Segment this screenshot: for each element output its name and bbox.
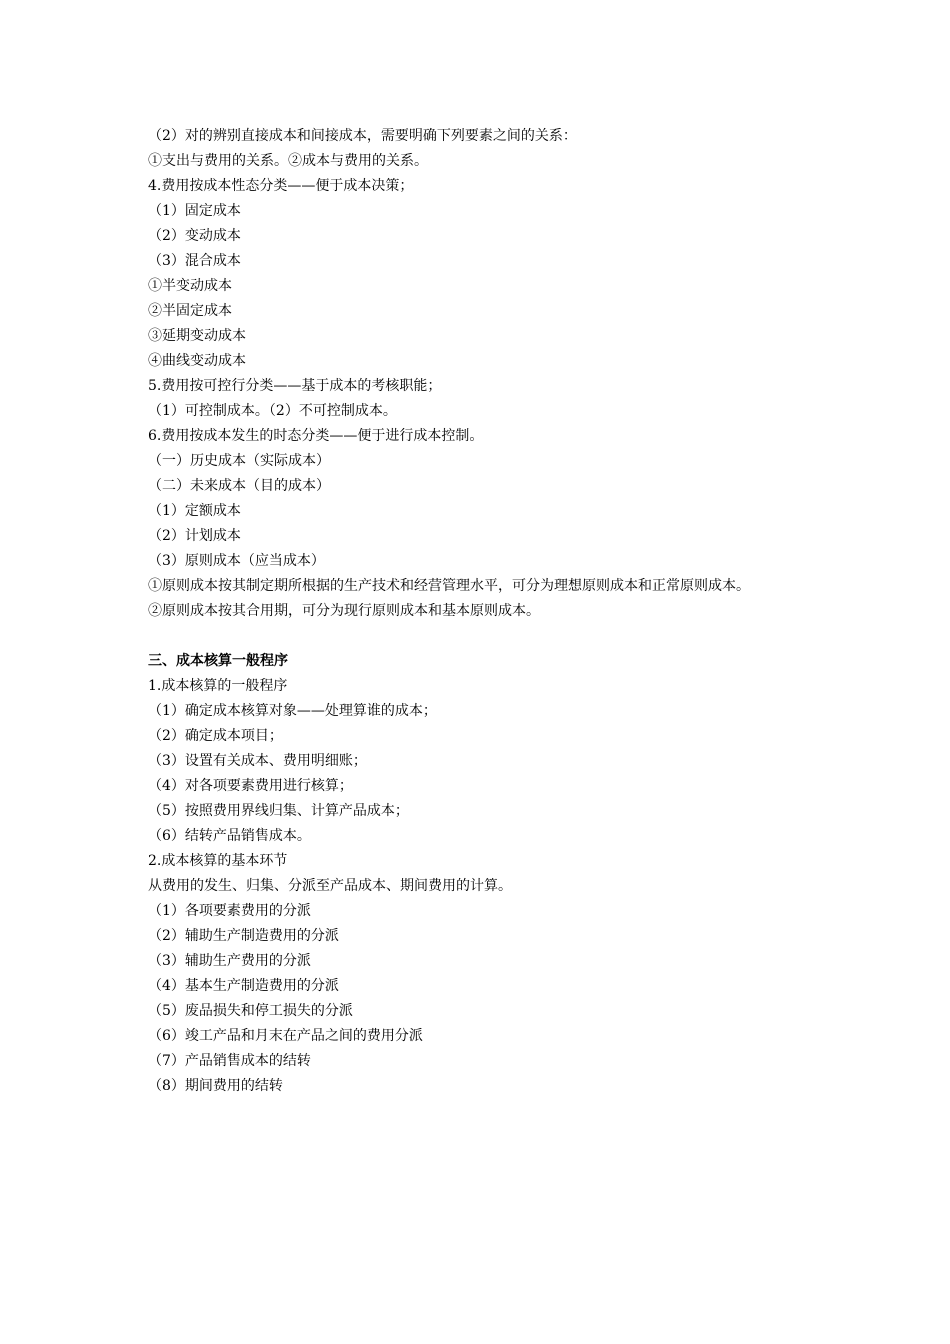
- text-line: （1）确定成本核算对象——处理算谁的成本；: [148, 703, 437, 719]
- text-line: （2）计划成本: [148, 528, 241, 544]
- text-line: ①半变动成本: [148, 278, 232, 294]
- text-line: （3）混合成本: [148, 253, 241, 269]
- text-line: （4）对各项要素费用进行核算；: [148, 778, 353, 794]
- paragraph-spacer: [113, 624, 843, 649]
- text-line: （5）按照费用界线归集、计算产品成本；: [148, 803, 409, 819]
- text-line: （3）辅助生产费用的分派: [148, 953, 311, 969]
- paragraph-current-standard-cost: ②原则成本按其合用期，可分为现行原则成本和基本原则成本。: [148, 603, 540, 619]
- text-line: 2.成本核算的基本环节: [148, 853, 288, 869]
- text-line: （8）期间费用的结转: [148, 1078, 283, 1094]
- text-line: 4.费用按成本性态分类——便于成本决策；: [148, 178, 414, 194]
- section-costing-procedure: [113, 649, 843, 1099]
- text-line: （1）定额成本: [148, 503, 241, 519]
- text-line: （2）确定成本项目；: [148, 728, 283, 744]
- text-line: ①支出与费用的关系。②成本与费用的关系。: [148, 153, 428, 169]
- text-line: （一）历史成本（实际成本）: [148, 453, 330, 469]
- text-line: （3）设置有关成本、费用明细账；: [148, 753, 367, 769]
- text-line: （6）竣工产品和月末在产品之间的费用分派: [148, 1028, 423, 1044]
- text-line: （5）废品损失和停工损失的分派: [148, 1003, 353, 1019]
- document-body: [113, 124, 843, 1099]
- text-line: （1）可控制成本。（2）不可控制成本。: [148, 403, 397, 419]
- text-line: （6）结转产品销售成本。: [148, 828, 311, 844]
- text-line: ②半固定成本: [148, 303, 232, 319]
- section-heading: 三、成本核算一般程序: [148, 653, 288, 669]
- text-line: （2）变动成本: [148, 228, 241, 244]
- text-line: （7）产品销售成本的结转: [148, 1053, 311, 1069]
- text-line: （1）各项要素费用的分派: [148, 903, 311, 919]
- text-line: （2）辅助生产制造费用的分派: [148, 928, 339, 944]
- text-line: （4）基本生产制造费用的分派: [148, 978, 339, 994]
- paragraph-ideal-standard-cost: ①原则成本按其制定期所根据的生产技术和经营管理水平，可分为理想原则成本和正常原则成本。: [148, 578, 750, 594]
- text-line: 从费用的发生、归集、分派至产品成本、期间费用的计算。: [148, 878, 512, 894]
- text-line: 1.成本核算的一般程序: [148, 678, 288, 694]
- text-line: 5.费用按可控行分类——基于成本的考核职能；: [148, 378, 442, 394]
- section-cost-classification: [113, 124, 843, 624]
- text-line: ③延期变动成本: [148, 328, 246, 344]
- text-line: 6.费用按成本发生的时态分类——便于进行成本控制。: [148, 428, 484, 444]
- text-line: ④曲线变动成本: [148, 353, 246, 369]
- text-line: （二）未来成本（目的成本）: [148, 478, 330, 494]
- text-line: （3）原则成本（应当成本）: [148, 553, 325, 569]
- text-line: （2）对的辨别直接成本和间接成本，需要明确下列要素之间的关系：: [148, 128, 577, 144]
- text-line: （1）固定成本: [148, 203, 241, 219]
